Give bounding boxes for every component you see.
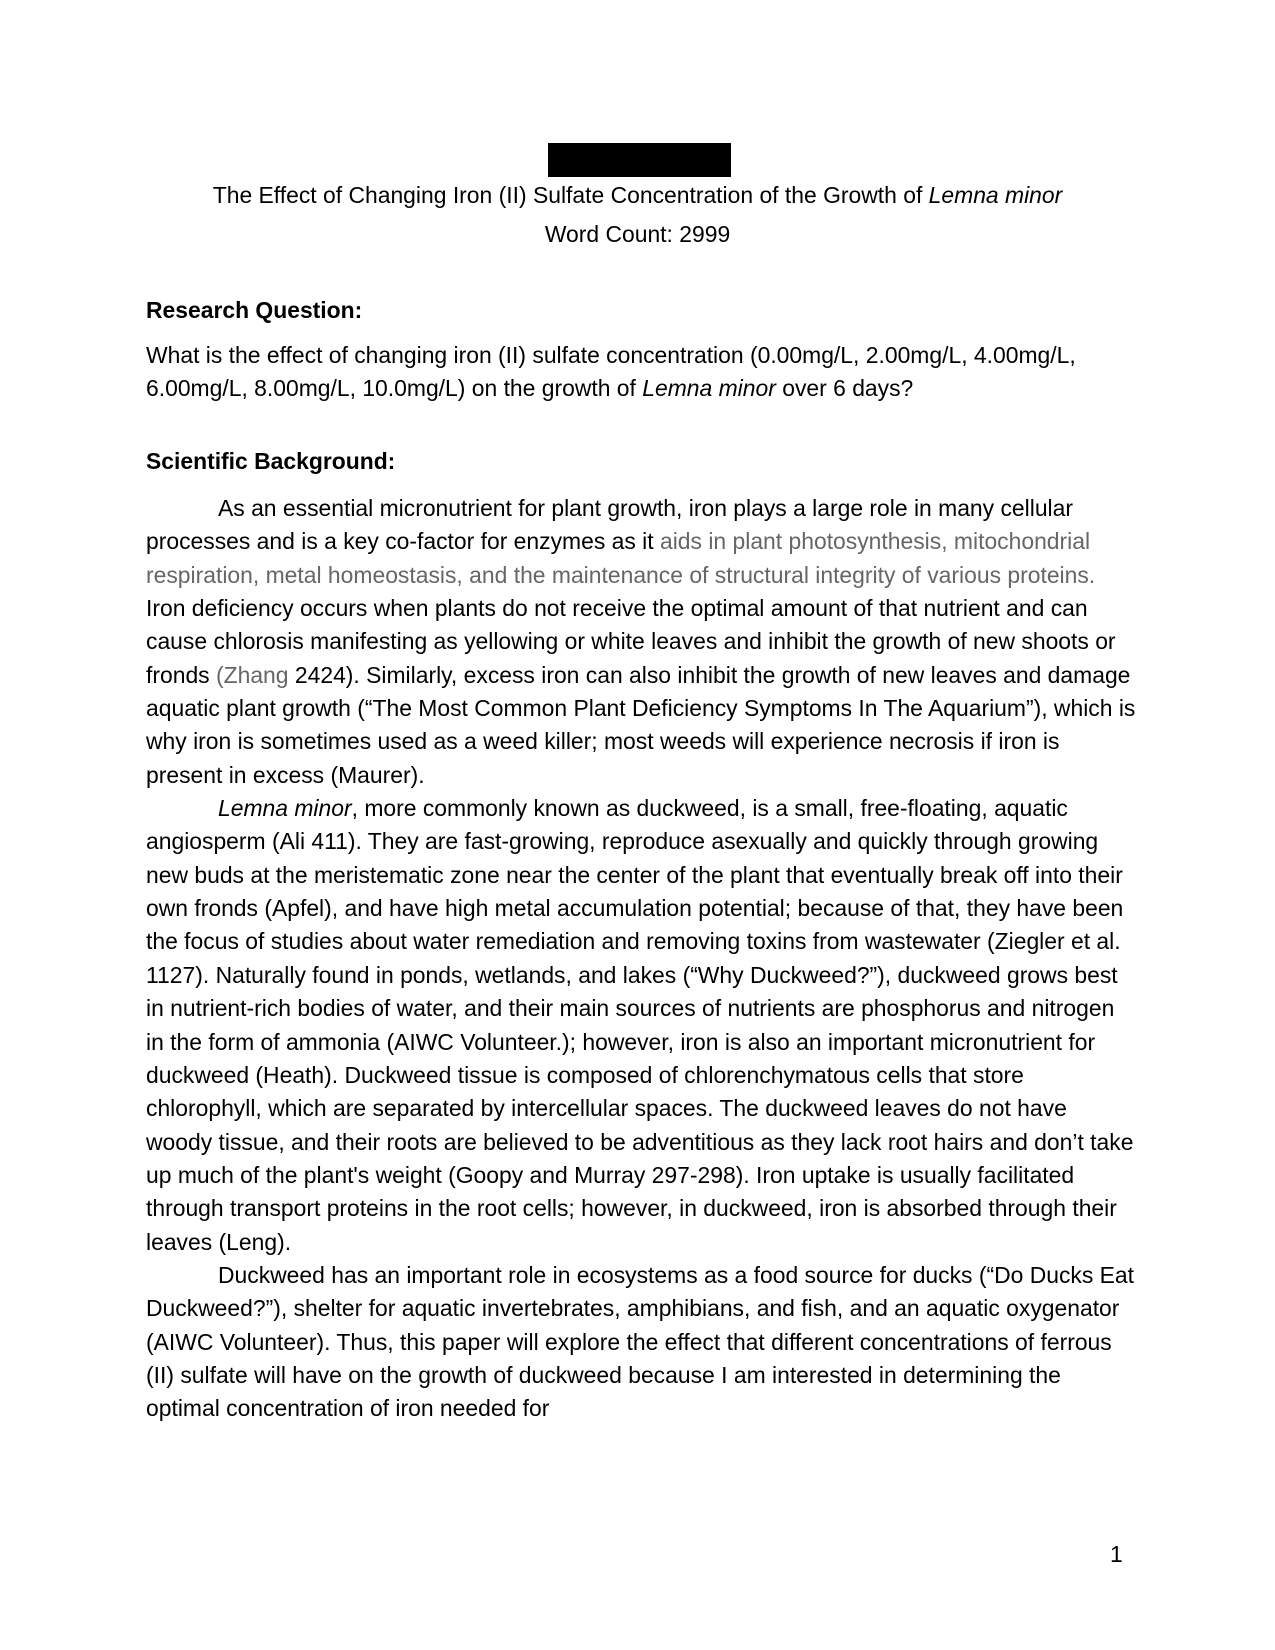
research-question-heading: Research Question: [146,297,363,323]
text-segment: , more commonly known as duckweed, is a small, free-floating, aquatic angiosperm (Ali 411). They are fast-growing, reproduce asexually and quickly through growing new buds at the meristematic zone near the center of the plant that eventually break off into their own fronds (Apfel), and have high metal accumulation potential; because of that, they have been the focus of studies about water remediation and removing toxins from wastewater (Ziegler et al. 1127). Naturally found in ponds, wetlands, and lakes (“Why Duckweed?”), duckweed grows best in nutrient-rich bodies of water, and their main sources of nutrients are phosphorus and nitrogen in the form of ammonia (AIWC Volunteer.); however, iron is also an important micronutrient for duckweed (Heath). Duckweed tissue is composed of chlorenchymatous cells that store chlorophyll, which are separated by intercellular spaces. The duckweed leaves do not have woody tissue, and their roots are believed to be adventitious as they lack root hairs and don’t take up much of the plant's weight (Goopy and Murray 297-298). Iron uptake is usually facilitated through transport proteins in the root cells; however, in duckweed, iron is absorbed through their leaves (Leng). [146,795,1134,1255]
text-segment-gray: (Zhang [215,661,295,688]
research-question-paragraph [146,339,1138,406]
redacted-author-name-box [548,143,731,177]
text-segment: over 6 days? [775,375,914,402]
background-paragraph-lemna-minor [146,792,1138,1259]
text-segment: As an essential micronutrient for plant growth, iron plays a large role in many cellular processes and is a key co-factor for enzymes as it [146,495,1073,555]
scientific-background-body [146,492,1138,1426]
text-segment: Duckweed has an important role in ecosystems as a food source for ducks (“Do Ducks Eat Duckweed?”), shelter for aquatic invertebrates, amphibians, and fish, and an aquatic oxygenator (AIWC Volunteer). Thus, this paper will explore the effect that different concentrations of ferrous (II) sulfate will have on the growth of duckweed because I am interested in determining the optimal concentration of iron needed for [146,1261,1135,1422]
text-segment-italic: Lemna minor [218,795,352,822]
document-title [0,179,1275,212]
text-segment: The Effect of Changing Iron (II) Sulfate Concentration of the Growth of [212,182,929,208]
text-segment: What is the effect of changing iron (II) sulfate concentration (0.00mg/L, 2.00mg/L, 4.00mg/L, 6.00mg/L, 8.00mg/L, 10.0mg/L) on the growth of [146,342,1076,402]
background-paragraph-iron-role [146,492,1138,792]
text-segment: Iron deficiency occurs when plants do not receive the optimal amount of that nutrient and can cause chlorosis manifesting as yellowing or white leaves and inhibit the growth of new shoots or fronds [146,595,1116,688]
word-count: Word Count: 2999 [544,221,731,247]
text-segment-italic: Lemna minor [928,182,1063,208]
text-segment-italic: Lemna minor [642,375,776,402]
text-segment-gray: aids in plant photosynthesis, mitochondrial respiration, metal homeostasis, and the maintenance of structural integrity of various proteins. [146,528,1096,588]
text-segment: 2424). Similarly, excess iron can also inhibit the growth of new leaves and damage aquatic plant growth (“The Most Common Plant Deficiency Symptoms In The Aquarium”), which is why iron is sometimes used as a weed killer; most weeds will experience necrosis if iron is present in excess (Maurer). [146,661,1136,788]
background-paragraph-ecosystem-role [146,1259,1138,1426]
page-number: 1 [1110,1541,1123,1567]
scientific-background-heading: Scientific Background: [146,448,396,474]
